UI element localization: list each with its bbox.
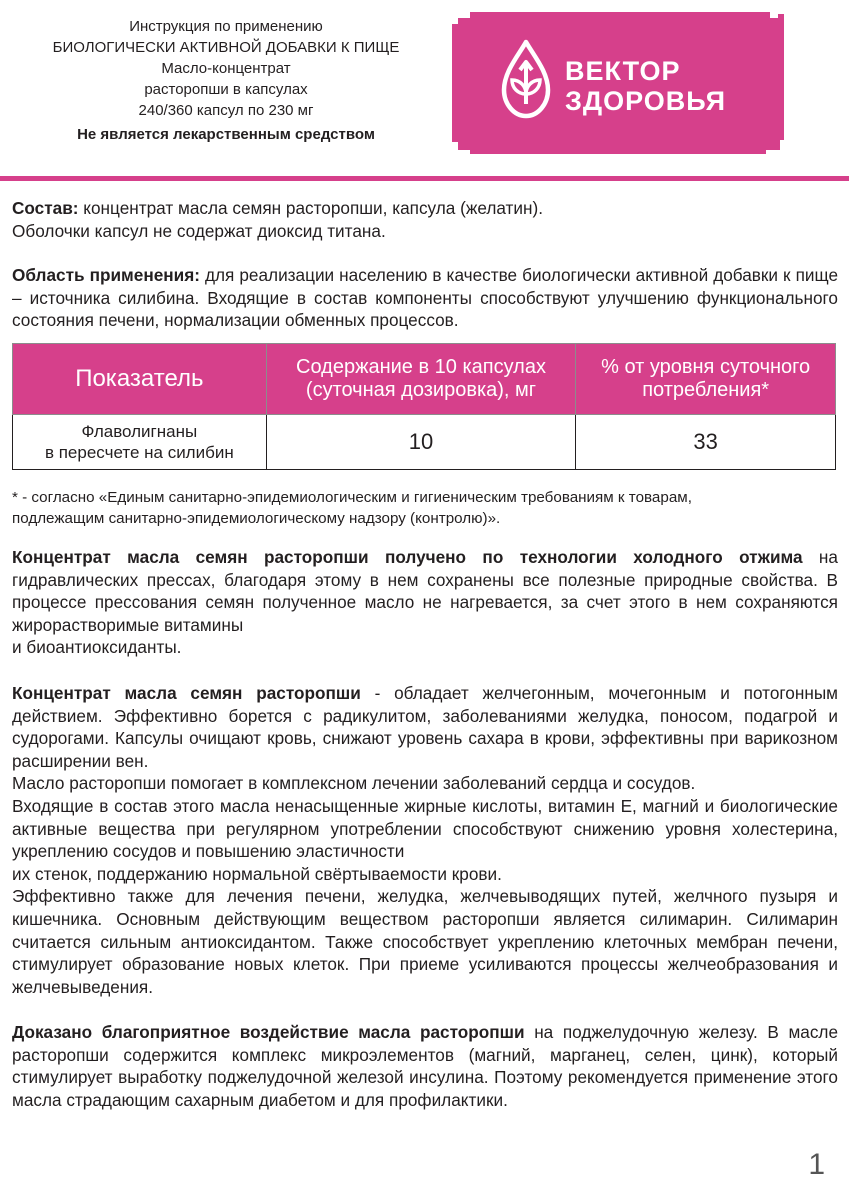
effects-paragraph xyxy=(12,682,838,772)
table-cell-indicator xyxy=(13,415,267,470)
liver-paragraph: Эффективно также для лечения печени, желудка, желчевыводящих путей, желчного пузыря и кишечника. Основным действующим веществом расторопши является силимарин. Силимарин считается сильным антиоксидантом. Также способствует укреплению клеточных мембран печени, стимулирует образование новых клеток. При приеме усиливаются процессы желчеобразования и желчевыведения. xyxy=(12,886,838,997)
effects-text: - обладает желчегонным, мочегонным и потогонным действием. Эффективно борется с радикулитом, заболеваниями желудка, поносом, подагрой и судорогами. Капсулы очищают кровь, снижают уровень сахара в крови, эффективны при варикозном расширении вен. xyxy=(12,682,838,771)
composition-text: концентрат масла семян расторопши, капсула (желатин). xyxy=(78,198,544,218)
heart-paragraph: Масло расторопши помогает в комплексном лечении заболеваний сердца и сосудов. xyxy=(12,773,696,794)
header-divider xyxy=(0,176,849,181)
pancreas-heading: Доказано благоприятное воздействие масла расторопши xyxy=(12,1022,525,1043)
brand-banner-edge-bottom xyxy=(470,148,766,154)
indicator-line-2: в пересчете на силибин xyxy=(44,443,234,462)
page-number: 1 xyxy=(808,1148,825,1181)
composition-label: Состав: xyxy=(12,198,79,218)
effects-heading: Концентрат масла семян расторопши xyxy=(12,682,361,703)
header-line-5: 240/360 капсул по 230 мг xyxy=(138,102,314,119)
table-header-percent: % от уровня суточного потребления* xyxy=(576,344,836,415)
cold-press-heading: Концентрат масла семян расторопши получено по технологии холодного отжима xyxy=(12,547,803,567)
header xyxy=(0,0,849,178)
brand-banner-edge-top xyxy=(470,12,770,20)
composition-section xyxy=(12,197,838,332)
not-medicine-note: Не является лекарственным средством xyxy=(77,126,375,143)
pancreas-text: на поджелудочную железу. В масле расторопши содержится комплекс микроэлементов (магний, марганец, селен, цинк), который стимулирует выработку поджелудочной железой инсулина. Поэтому рекомендуется применение этого масла страдающим сахарным диабетом и для профилактики. xyxy=(12,1022,839,1111)
table-header-indicator: Показатель xyxy=(13,344,267,415)
application-label: Область применения: xyxy=(12,265,200,286)
cholesterol-paragraph: Входящие в состав этого масла ненасыщенные жирные кислоты, витамин Е, магний и биологические активные вещества при регулярном употреблении способствуют снижению уровня холестерина, укреплению сосудов и повышению эластичности xyxy=(12,795,838,862)
cold-press-text: на гидравлических прессах, благодаря этому в нем сохранены все полезные природные свойства. В процессе прессования семян полученное масло не нагревается, за счет этого в нем сохраняются жирорастворимые витамины xyxy=(12,547,838,635)
header-title-block xyxy=(0,16,452,145)
table-cell-content: 10 xyxy=(266,415,576,470)
table-header-row xyxy=(13,344,836,415)
composition-paragraph xyxy=(12,197,838,220)
cold-press-tail: и биоантиоксиданты. xyxy=(12,637,182,658)
brand-banner-edge-right xyxy=(778,14,784,140)
application-text: для реализации населению в качестве биологически активной добавки к пище – источника силибина. Входящие в состав компоненты способствуют улучшению функционального состояния печени, нормализации обменных процессов. xyxy=(12,265,839,331)
brand-name-line-2: ЗДОРОВЬЯ xyxy=(565,86,727,116)
footnote-line-1: * - согласно «Единым санитарно-эпидемиологическим и гигиеническим требованиям к товарам, xyxy=(12,489,692,506)
pancreas-paragraph xyxy=(12,1021,838,1111)
cold-press-paragraph xyxy=(12,546,838,636)
table-header-content: Содержание в 10 капсулах (суточная дозировка), мг xyxy=(266,344,576,415)
footnote-line-2: подлежащим санитарно-эпидемиологическому надзору (контролю)». xyxy=(12,510,501,527)
leaf-drop-logo-icon xyxy=(496,38,556,120)
footnote xyxy=(12,487,838,529)
description-section xyxy=(12,546,838,1112)
brand-name-line-1: ВЕКТОР xyxy=(565,56,681,86)
brand-banner-edge-left xyxy=(452,24,460,142)
cholesterol-tail: их стенок, поддержанию нормальной свёртываемости крови. xyxy=(12,863,502,884)
header-line-2: БИОЛОГИЧЕСКИ АКТИВНОЙ ДОБАВКИ К ПИЩЕ xyxy=(52,39,400,56)
header-line-4: расторопши в капсулах xyxy=(144,81,308,98)
header-line-1: Инструкция по применению xyxy=(129,18,323,35)
nutrient-table xyxy=(12,343,836,470)
table-row xyxy=(13,415,836,470)
table-cell-percent: 33 xyxy=(576,415,836,470)
header-line-3: Масло-концентрат xyxy=(161,60,291,77)
application-paragraph xyxy=(12,264,838,332)
indicator-line-1: Флаволигнаны xyxy=(81,422,198,441)
composition-line-2: Оболочки капсул не содержат диоксид титана. xyxy=(12,220,386,241)
brand-name xyxy=(565,56,726,116)
